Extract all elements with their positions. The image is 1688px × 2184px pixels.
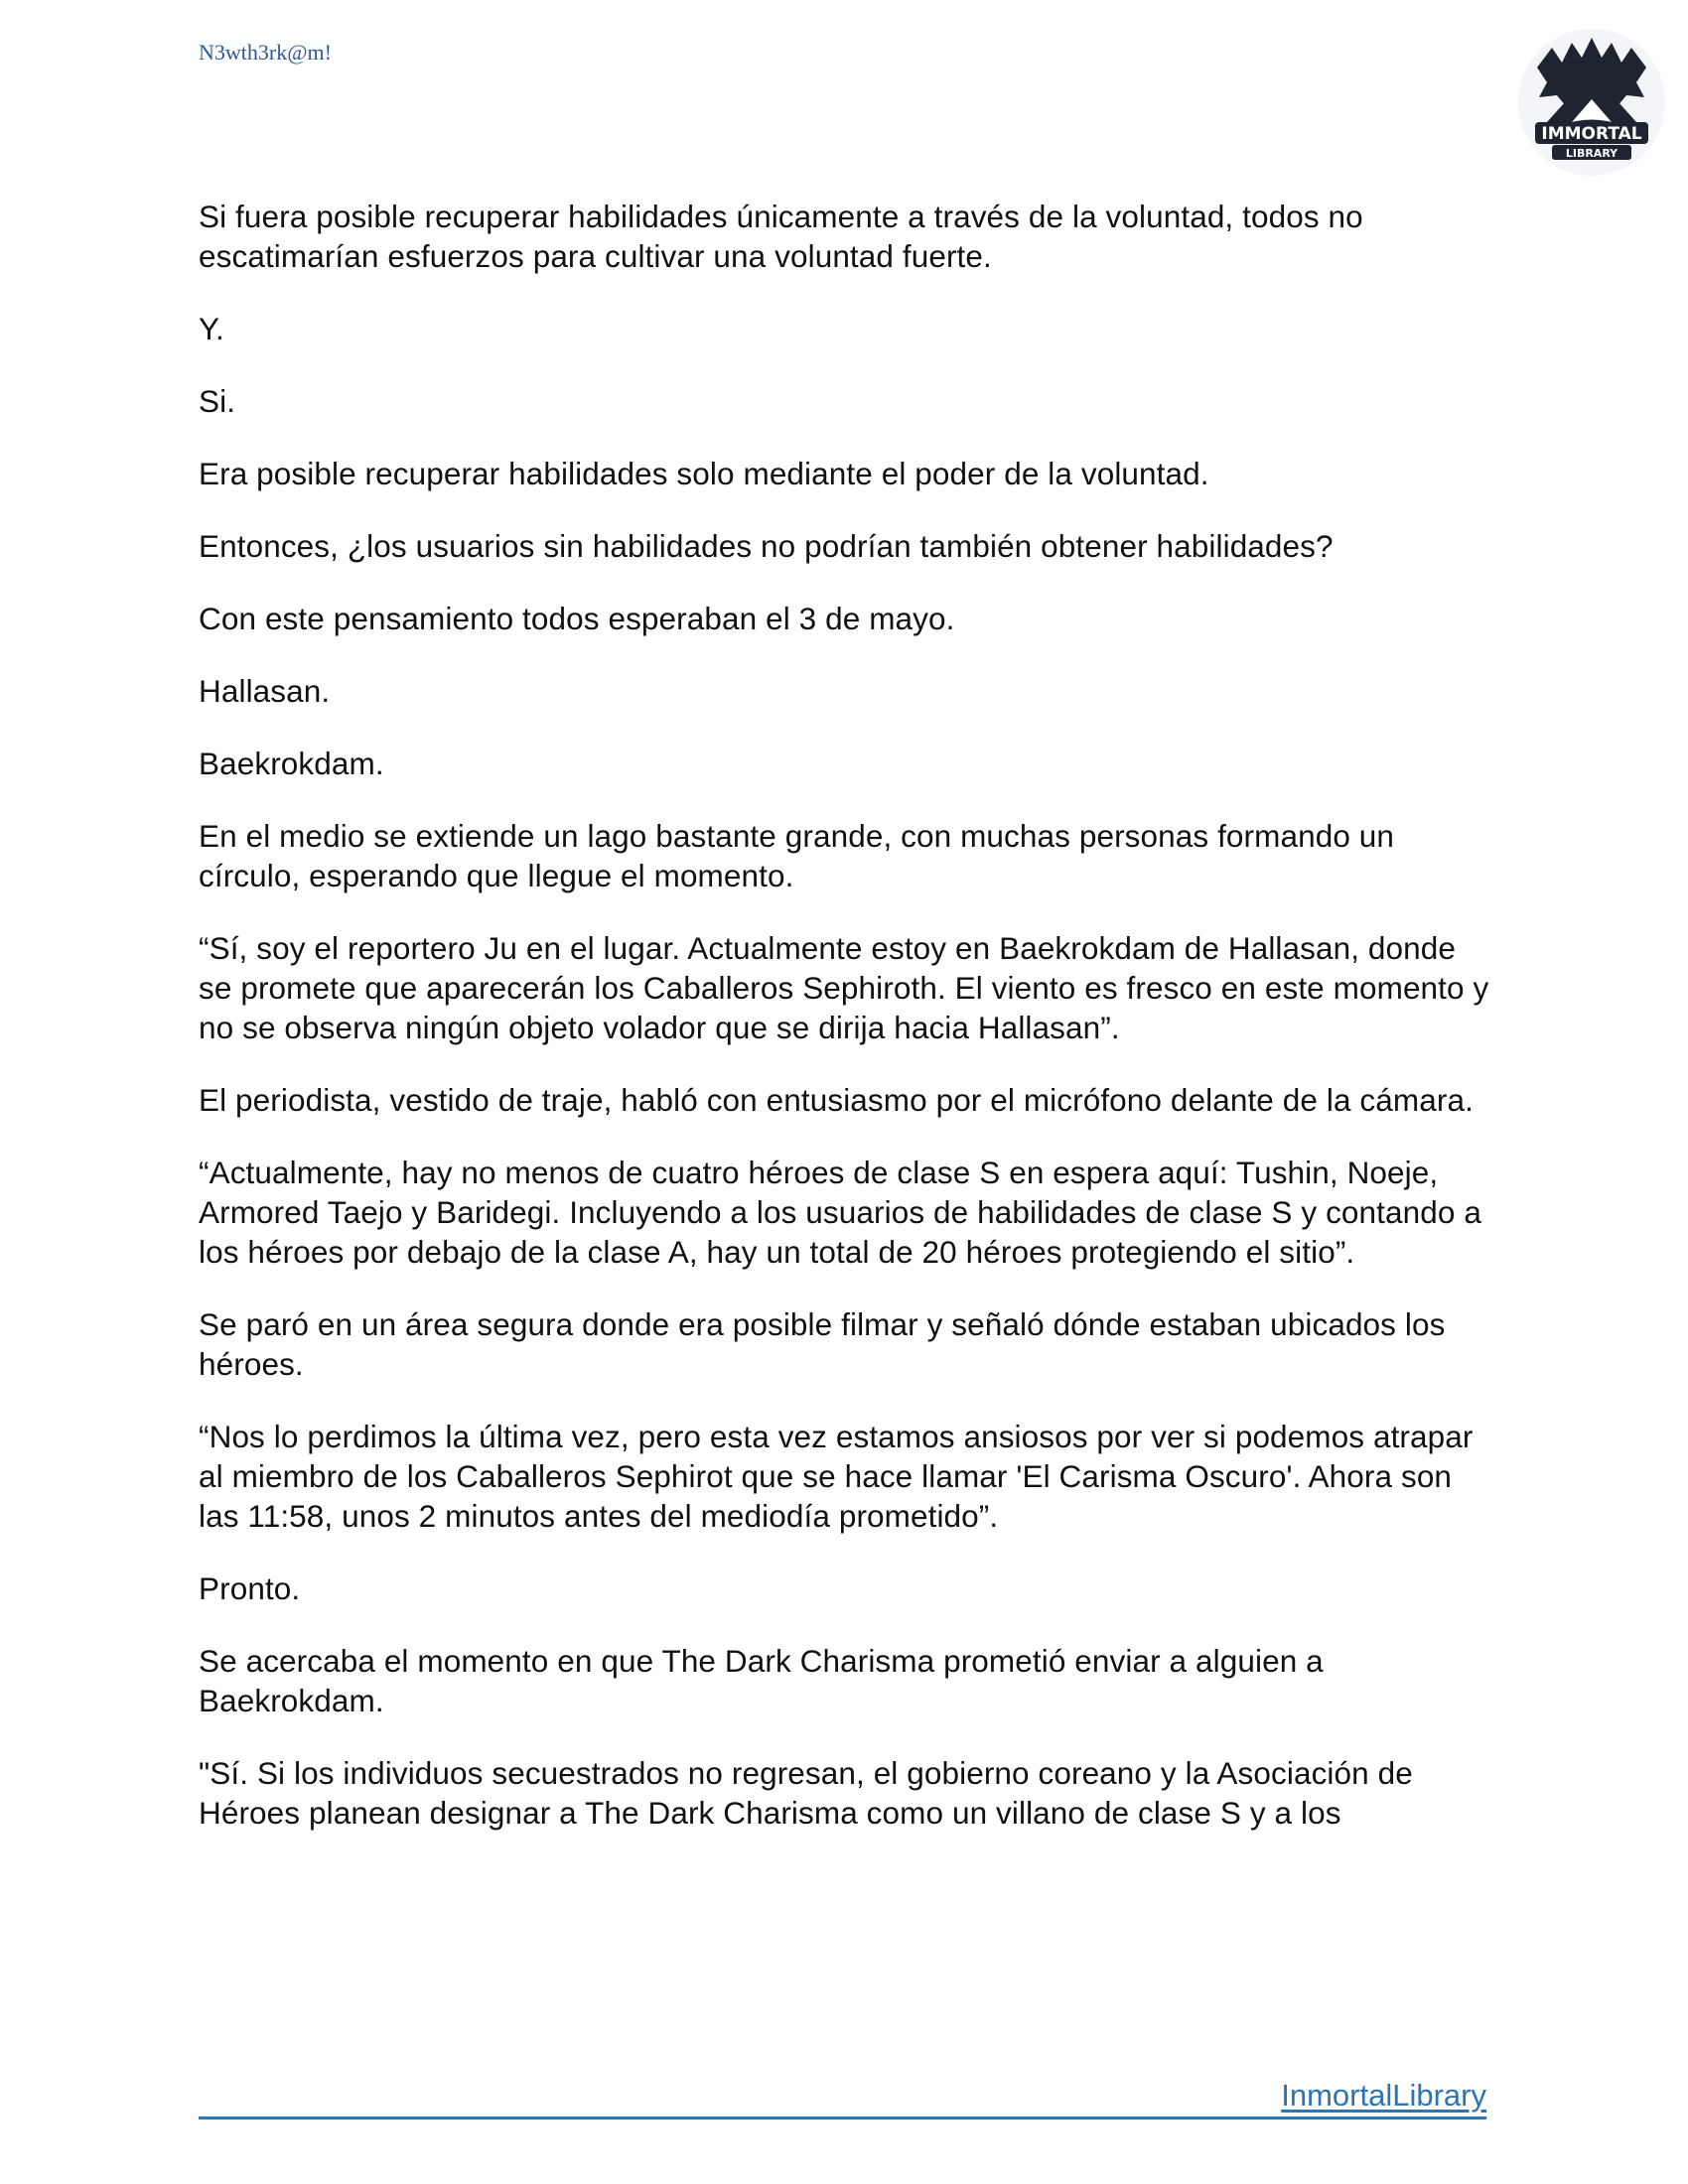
paragraph: "Sí. Si los individuos secuestrados no regresan, el gobierno coreano y la Asociación de Héroes planean designar a The Dark Charisma como un villano de clase S y a los xyxy=(199,1755,1413,1831)
paragraph: Pronto. xyxy=(199,1570,301,1606)
paragraph: Hallasan. xyxy=(199,673,331,709)
paragraph: Se paró en un área segura donde era posible filmar y señaló dónde estaban ubicados los héroes. xyxy=(199,1306,1446,1382)
paragraph: Si. xyxy=(199,383,236,419)
paragraph: “Actualmente, hay no menos de cuatro héroes de clase S en espera aquí: Tushin, Noeje, Armored Taejo y Baridegi. Incluyendo a los usuarios de habilidades de clase S y contando a los héroes por debajo de la clase A, hay un total de 20 héroes protegiendo el sitio”. xyxy=(199,1155,1481,1270)
paragraph: Se acercaba el momento en que The Dark Charisma prometió enviar a alguien a Baekrokdam. xyxy=(199,1643,1324,1718)
footer-library-link[interactable]: InmortalLibrary xyxy=(1281,2078,1486,2113)
paragraph: “Nos lo perdimos la última vez, pero esta vez estamos ansiosos por ver si podemos atrapar al miembro de los Caballeros Sephirot que se hace llamar 'El Carisma Oscuro'. Ahora son las 11:58, unos 2 minutos antes del mediodía prometido”. xyxy=(199,1419,1474,1534)
paragraph: Era posible recuperar habilidades solo mediante el poder de la voluntad. xyxy=(199,456,1209,491)
logo-text-top: IMMORTAL xyxy=(1541,124,1642,144)
footer-divider xyxy=(199,2116,1486,2119)
paragraph: En el medio se extiende un lago bastante grande, con muchas personas formando un círculo, esperando que llegue el momento. xyxy=(199,818,1395,893)
paragraph: “Sí, soy el reportero Ju en el lugar. Actualmente estoy en Baekrokdam de Hallasan, donde se promete que aparecerán los Caballeros Sephiroth. El viento es fresco en este momento y no se observa ningún objeto volador que se dirija hacia Hallasan”. xyxy=(199,930,1489,1045)
paragraph: El periodista, vestido de traje, habló con entusiasmo por el micrófono delante de la cámara. xyxy=(199,1082,1474,1118)
immortal-library-logo xyxy=(1517,28,1666,177)
paragraph: Entonces, ¿los usuarios sin habilidades no podrían también obtener habilidades? xyxy=(199,528,1334,564)
paragraph: Y. xyxy=(199,311,224,346)
paragraph: Baekrokdam. xyxy=(199,746,384,781)
document-body xyxy=(199,197,1489,1865)
header-watermark: N3wth3rk@m! xyxy=(199,40,332,65)
logo-text-bottom: LIBRARY xyxy=(1565,147,1618,160)
paragraph: Si fuera posible recuperar habilidades únicamente a través de la voluntad, todos no escatimarían esfuerzos para cultivar una voluntad fuerte. xyxy=(199,199,1363,274)
paragraph: Con este pensamiento todos esperaban el 3 de mayo. xyxy=(199,601,955,636)
